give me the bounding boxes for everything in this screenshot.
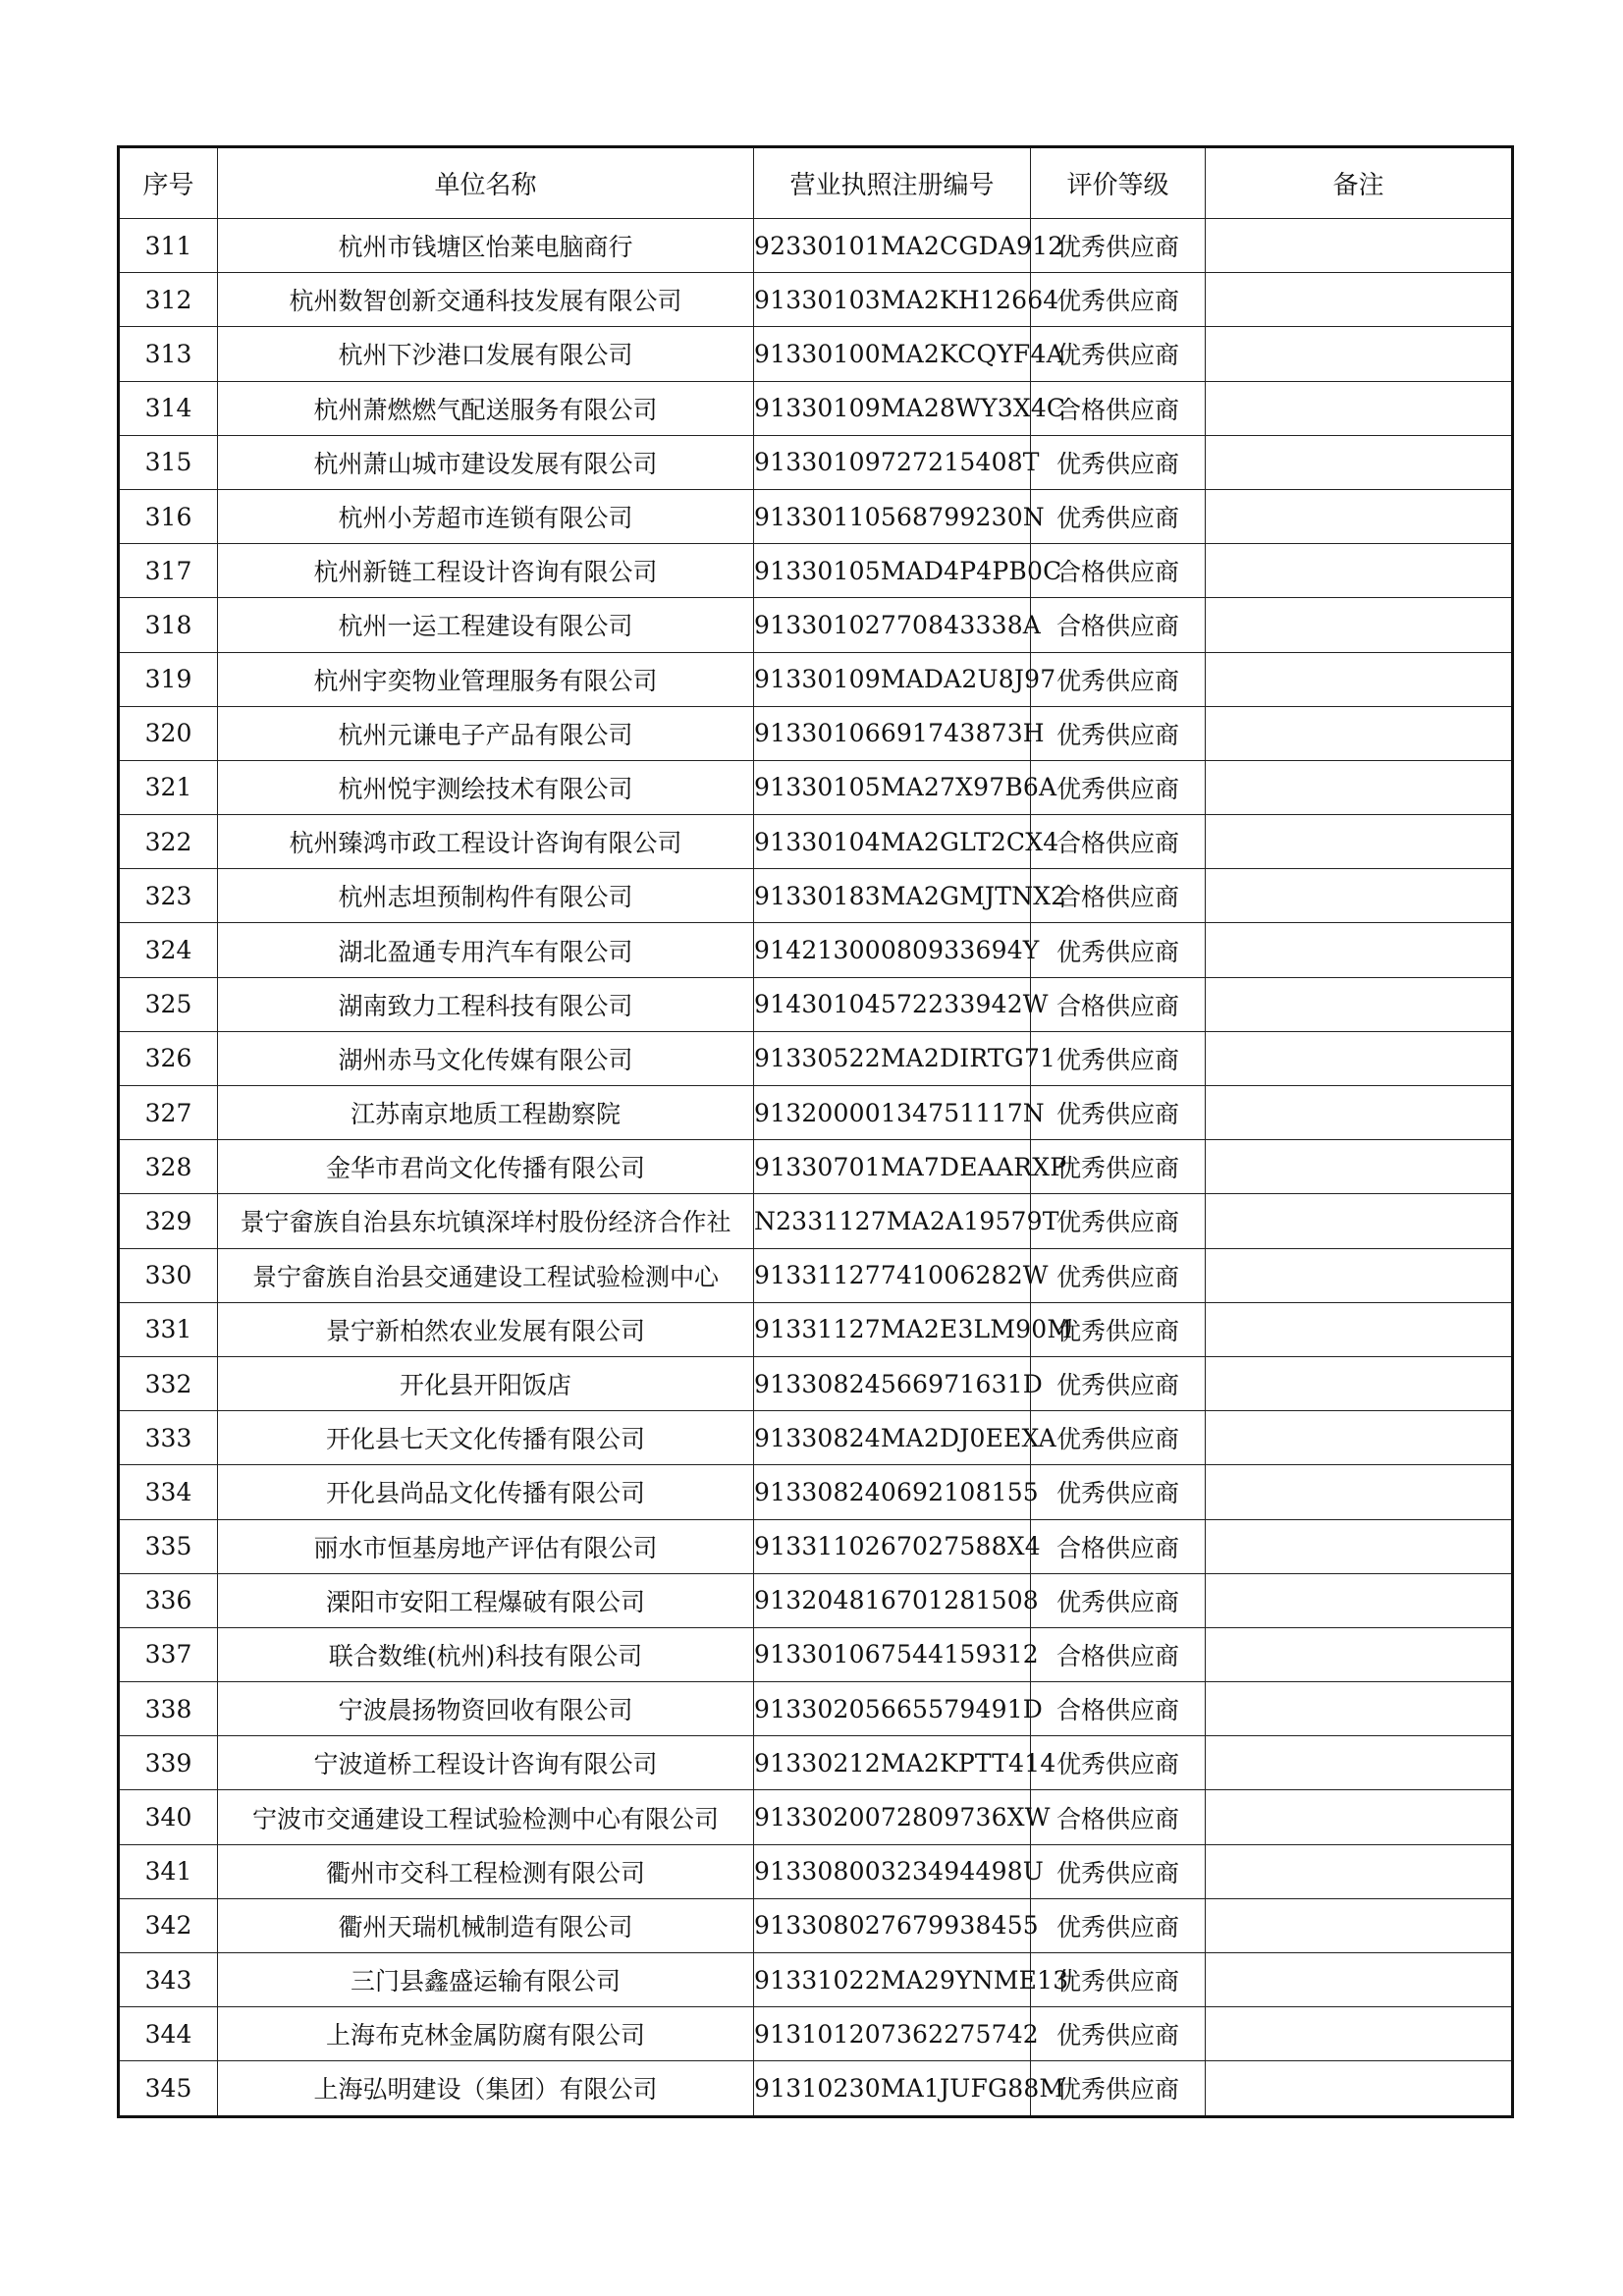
remarks (1206, 544, 1513, 598)
header-rating: 评价等级 (1031, 147, 1206, 219)
unit-name: 杭州小芳超市连锁有限公司 (218, 489, 754, 543)
rating: 优秀供应商 (1031, 1248, 1206, 1302)
rating: 优秀供应商 (1031, 273, 1206, 327)
license-number: 91330800323494498U (754, 1844, 1031, 1898)
table-row (119, 1465, 1513, 1519)
remarks (1206, 1519, 1513, 1573)
table-row (119, 1898, 1513, 1952)
license-number: 91330212MA2KPTT414 (754, 1736, 1031, 1790)
unit-name: 湖北盈通专用汽车有限公司 (218, 923, 754, 977)
unit-name: 杭州萧燃燃气配送服务有限公司 (218, 381, 754, 435)
row-index: 342 (119, 1898, 218, 1952)
license-number: 913101207362275742 (754, 2007, 1031, 2061)
rating: 合格供应商 (1031, 1627, 1206, 1681)
license-number: 91320000134751117N (754, 1086, 1031, 1140)
table-header-row (119, 147, 1513, 219)
table-row (119, 1302, 1513, 1356)
table-row (119, 652, 1513, 706)
table-row (119, 1140, 1513, 1194)
rating: 合格供应商 (1031, 815, 1206, 869)
remarks (1206, 1411, 1513, 1465)
unit-name: 景宁畲族自治县东坑镇深垟村股份经济合作社 (218, 1194, 754, 1248)
license-number: 91331127MA2E3LM90M (754, 1302, 1031, 1356)
row-index: 320 (119, 706, 218, 760)
remarks (1206, 1086, 1513, 1140)
table-row (119, 1790, 1513, 1844)
rating: 优秀供应商 (1031, 1465, 1206, 1519)
remarks (1206, 1140, 1513, 1194)
rating: 优秀供应商 (1031, 2007, 1206, 2061)
table-row (119, 489, 1513, 543)
license-number: 913301067544159312 (754, 1627, 1031, 1681)
remarks (1206, 1356, 1513, 1410)
rating: 合格供应商 (1031, 977, 1206, 1031)
license-number: 91330106691743873H (754, 706, 1031, 760)
rating: 优秀供应商 (1031, 1302, 1206, 1356)
remarks (1206, 1465, 1513, 1519)
unit-name: 景宁新柏然农业发展有限公司 (218, 1302, 754, 1356)
remarks (1206, 815, 1513, 869)
unit-name: 杭州下沙港口发展有限公司 (218, 327, 754, 381)
remarks (1206, 760, 1513, 814)
rating: 优秀供应商 (1031, 1086, 1206, 1140)
remarks (1206, 1573, 1513, 1627)
unit-name: 江苏南京地质工程勘察院 (218, 1086, 754, 1140)
row-index: 328 (119, 1140, 218, 1194)
unit-name: 景宁畲族自治县交通建设工程试验检测中心 (218, 1248, 754, 1302)
unit-name: 杭州志坦预制构件有限公司 (218, 869, 754, 923)
rating: 优秀供应商 (1031, 489, 1206, 543)
remarks (1206, 1627, 1513, 1681)
unit-name: 联合数维(杭州)科技有限公司 (218, 1627, 754, 1681)
row-index: 343 (119, 1953, 218, 2007)
remarks (1206, 1736, 1513, 1790)
row-index: 315 (119, 435, 218, 489)
unit-name: 开化县开阳饭店 (218, 1356, 754, 1410)
license-number: 9133110267027588X4 (754, 1519, 1031, 1573)
table-row (119, 1086, 1513, 1140)
header-remarks: 备注 (1206, 147, 1513, 219)
rating: 优秀供应商 (1031, 219, 1206, 273)
row-index: 312 (119, 273, 218, 327)
table-row (119, 1627, 1513, 1681)
row-index: 336 (119, 1573, 218, 1627)
rating: 合格供应商 (1031, 544, 1206, 598)
remarks (1206, 435, 1513, 489)
rating: 优秀供应商 (1031, 706, 1206, 760)
rating: 优秀供应商 (1031, 1844, 1206, 1898)
license-number: 913308240692108155 (754, 1465, 1031, 1519)
unit-name: 湖南致力工程科技有限公司 (218, 977, 754, 1031)
table-row (119, 1736, 1513, 1790)
table-row (119, 273, 1513, 327)
unit-name: 杭州一运工程建设有限公司 (218, 598, 754, 652)
license-number: 91330109727215408T (754, 435, 1031, 489)
row-index: 324 (119, 923, 218, 977)
table-row (119, 1194, 1513, 1248)
license-number: 91330105MA27X97B6A (754, 760, 1031, 814)
table-row (119, 815, 1513, 869)
license-number: 91331127741006282W (754, 1248, 1031, 1302)
license-number: N2331127MA2A19579T (754, 1194, 1031, 1248)
license-number: 91421300080933694Y (754, 923, 1031, 977)
row-index: 327 (119, 1086, 218, 1140)
license-number: 91330824566971631D (754, 1356, 1031, 1410)
rating: 优秀供应商 (1031, 923, 1206, 977)
header-license-number: 营业执照注册编号 (754, 147, 1031, 219)
unit-name: 衢州市交科工程检测有限公司 (218, 1844, 754, 1898)
unit-name: 三门县鑫盛运输有限公司 (218, 1953, 754, 2007)
remarks (1206, 1248, 1513, 1302)
rating: 合格供应商 (1031, 869, 1206, 923)
rating: 优秀供应商 (1031, 1140, 1206, 1194)
row-index: 331 (119, 1302, 218, 1356)
unit-name: 上海弘明建设（集团）有限公司 (218, 2061, 754, 2116)
unit-name: 丽水市恒基房地产评估有限公司 (218, 1519, 754, 1573)
unit-name: 宁波晨扬物资回收有限公司 (218, 1682, 754, 1736)
supplier-table (117, 145, 1514, 2118)
remarks (1206, 923, 1513, 977)
remarks (1206, 977, 1513, 1031)
row-index: 326 (119, 1031, 218, 1085)
table-row (119, 1248, 1513, 1302)
rating: 优秀供应商 (1031, 1031, 1206, 1085)
rating: 优秀供应商 (1031, 2061, 1206, 2116)
header-index: 序号 (119, 147, 218, 219)
license-number: 91330701MA7DEAARXP (754, 1140, 1031, 1194)
table-body (119, 219, 1513, 2117)
rating: 合格供应商 (1031, 1682, 1206, 1736)
unit-name: 杭州悦宇测绘技术有限公司 (218, 760, 754, 814)
row-index: 339 (119, 1736, 218, 1790)
table-row (119, 219, 1513, 273)
row-index: 345 (119, 2061, 218, 2116)
table-row (119, 2061, 1513, 2116)
row-index: 322 (119, 815, 218, 869)
row-index: 340 (119, 1790, 218, 1844)
remarks (1206, 869, 1513, 923)
unit-name: 杭州数智创新交通科技发展有限公司 (218, 273, 754, 327)
license-number: 91330824MA2DJ0EEXA (754, 1411, 1031, 1465)
table-row (119, 869, 1513, 923)
table-row (119, 1411, 1513, 1465)
rating: 合格供应商 (1031, 381, 1206, 435)
remarks (1206, 327, 1513, 381)
rating: 优秀供应商 (1031, 1573, 1206, 1627)
unit-name: 杭州市钱塘区怡莱电脑商行 (218, 219, 754, 273)
remarks (1206, 273, 1513, 327)
license-number: 91330104MA2GLT2CX4 (754, 815, 1031, 869)
unit-name: 开化县七天文化传播有限公司 (218, 1411, 754, 1465)
license-number: 91330102770843338A (754, 598, 1031, 652)
license-number: 91331022MA29YNME13 (754, 1953, 1031, 2007)
remarks (1206, 1302, 1513, 1356)
row-index: 337 (119, 1627, 218, 1681)
license-number: 91330109MA28WY3X4C (754, 381, 1031, 435)
table-row (119, 435, 1513, 489)
row-index: 344 (119, 2007, 218, 2061)
rating: 合格供应商 (1031, 1790, 1206, 1844)
table-row (119, 1031, 1513, 1085)
row-index: 330 (119, 1248, 218, 1302)
row-index: 317 (119, 544, 218, 598)
rating: 优秀供应商 (1031, 652, 1206, 706)
license-number: 9133020072809736XW (754, 1790, 1031, 1844)
unit-name: 溧阳市安阳工程爆破有限公司 (218, 1573, 754, 1627)
license-number: 91330110568799230N (754, 489, 1031, 543)
row-index: 318 (119, 598, 218, 652)
license-number: 913308027679938455 (754, 1898, 1031, 1952)
remarks (1206, 598, 1513, 652)
row-index: 338 (119, 1682, 218, 1736)
row-index: 313 (119, 327, 218, 381)
rating: 优秀供应商 (1031, 1736, 1206, 1790)
row-index: 325 (119, 977, 218, 1031)
table-row (119, 1356, 1513, 1410)
table-row (119, 1953, 1513, 2007)
unit-name: 杭州元谦电子产品有限公司 (218, 706, 754, 760)
rating: 优秀供应商 (1031, 435, 1206, 489)
license-number: 91330100MA2KCQYF4A (754, 327, 1031, 381)
table-row (119, 1844, 1513, 1898)
license-number: 913204816701281508 (754, 1573, 1031, 1627)
rating: 优秀供应商 (1031, 760, 1206, 814)
remarks (1206, 706, 1513, 760)
row-index: 316 (119, 489, 218, 543)
unit-name: 杭州新链工程设计咨询有限公司 (218, 544, 754, 598)
license-number: 91310230MA1JUFG88M (754, 2061, 1031, 2116)
row-index: 332 (119, 1356, 218, 1410)
license-number: 91330183MA2GMJTNX2 (754, 869, 1031, 923)
row-index: 323 (119, 869, 218, 923)
remarks (1206, 1844, 1513, 1898)
unit-name: 上海布克林金属防腐有限公司 (218, 2007, 754, 2061)
row-index: 335 (119, 1519, 218, 1573)
unit-name: 杭州萧山城市建设发展有限公司 (218, 435, 754, 489)
remarks (1206, 489, 1513, 543)
remarks (1206, 2007, 1513, 2061)
header-unit-name: 单位名称 (218, 147, 754, 219)
license-number: 91330109MADA2U8J97 (754, 652, 1031, 706)
table-row (119, 381, 1513, 435)
row-index: 341 (119, 1844, 218, 1898)
remarks (1206, 1194, 1513, 1248)
table-row (119, 977, 1513, 1031)
rating: 优秀供应商 (1031, 1194, 1206, 1248)
table-row (119, 1682, 1513, 1736)
row-index: 319 (119, 652, 218, 706)
license-number: 91430104572233942W (754, 977, 1031, 1031)
rating: 合格供应商 (1031, 1519, 1206, 1573)
remarks (1206, 2061, 1513, 2116)
table-row (119, 923, 1513, 977)
license-number: 92330101MA2CGDA912 (754, 219, 1031, 273)
remarks (1206, 219, 1513, 273)
table-row (119, 598, 1513, 652)
remarks (1206, 1953, 1513, 2007)
rating: 优秀供应商 (1031, 327, 1206, 381)
table-row (119, 1519, 1513, 1573)
unit-name: 杭州臻鸿市政工程设计咨询有限公司 (218, 815, 754, 869)
unit-name: 宁波市交通建设工程试验检测中心有限公司 (218, 1790, 754, 1844)
table-row (119, 327, 1513, 381)
unit-name: 开化县尚品文化传播有限公司 (218, 1465, 754, 1519)
remarks (1206, 1682, 1513, 1736)
row-index: 333 (119, 1411, 218, 1465)
table-row (119, 544, 1513, 598)
rating: 优秀供应商 (1031, 1411, 1206, 1465)
license-number: 91330103MA2KH12664 (754, 273, 1031, 327)
rating: 优秀供应商 (1031, 1898, 1206, 1952)
rating: 优秀供应商 (1031, 1356, 1206, 1410)
unit-name: 杭州宇奕物业管理服务有限公司 (218, 652, 754, 706)
unit-name: 金华市君尚文化传播有限公司 (218, 1140, 754, 1194)
license-number: 91330105MAD4P4PB0C (754, 544, 1031, 598)
rating: 合格供应商 (1031, 598, 1206, 652)
table-row (119, 2007, 1513, 2061)
row-index: 329 (119, 1194, 218, 1248)
table-row (119, 1573, 1513, 1627)
remarks (1206, 1898, 1513, 1952)
license-number: 91330522MA2DIRTG71 (754, 1031, 1031, 1085)
table-row (119, 706, 1513, 760)
unit-name: 宁波道桥工程设计咨询有限公司 (218, 1736, 754, 1790)
remarks (1206, 1031, 1513, 1085)
unit-name: 湖州赤马文化传媒有限公司 (218, 1031, 754, 1085)
unit-name: 衢州天瑞机械制造有限公司 (218, 1898, 754, 1952)
license-number: 91330205665579491D (754, 1682, 1031, 1736)
row-index: 314 (119, 381, 218, 435)
remarks (1206, 652, 1513, 706)
remarks (1206, 1790, 1513, 1844)
table-row (119, 760, 1513, 814)
row-index: 321 (119, 760, 218, 814)
remarks (1206, 381, 1513, 435)
rating: 优秀供应商 (1031, 1953, 1206, 2007)
row-index: 334 (119, 1465, 218, 1519)
row-index: 311 (119, 219, 218, 273)
